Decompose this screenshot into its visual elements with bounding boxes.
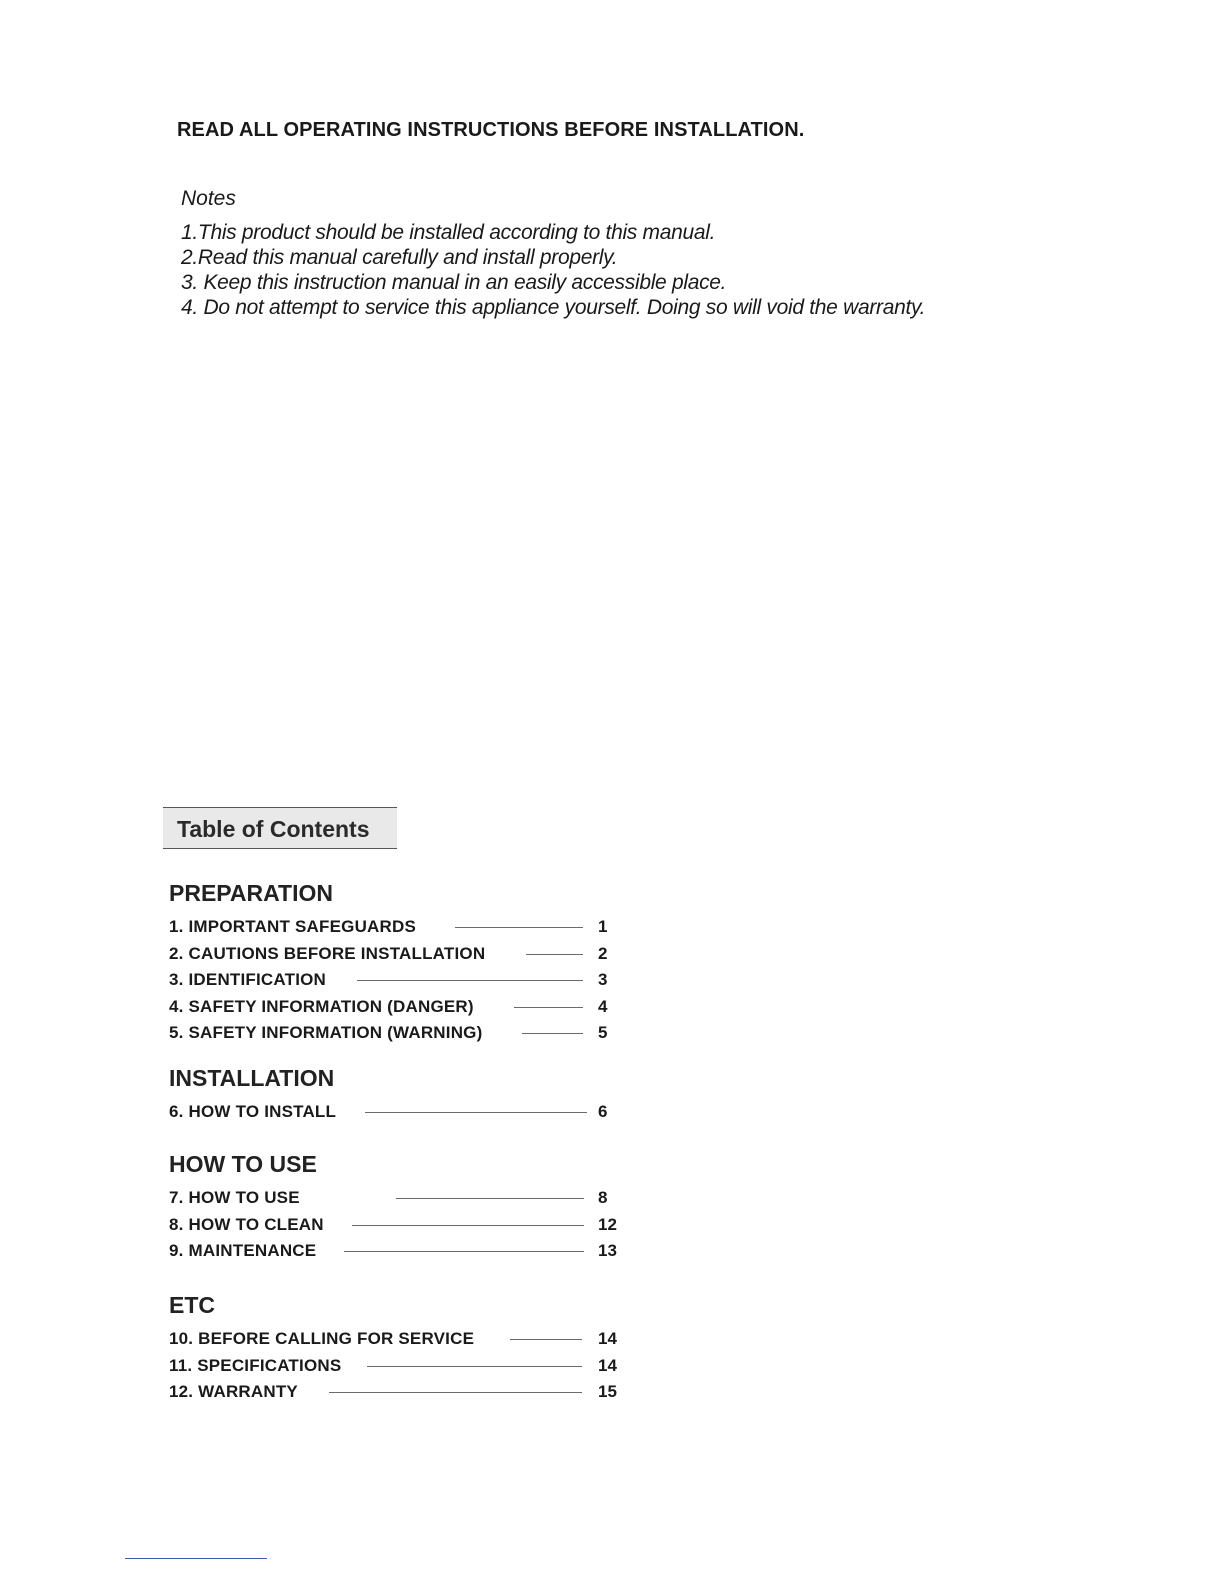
toc-entry-label: 12. WARRANTY [169, 1382, 298, 1402]
toc-entry[interactable] [169, 1099, 629, 1126]
toc-entry-label: 10. BEFORE CALLING FOR SERVICE [169, 1329, 475, 1349]
leader-line [514, 1007, 583, 1008]
toc-entry[interactable] [169, 1212, 629, 1239]
toc-entry[interactable] [169, 1379, 629, 1406]
leader-line [352, 1225, 584, 1226]
toc-entry-label: 11. SPECIFICATIONS [169, 1355, 342, 1375]
toc-entry-page: 3 [598, 970, 608, 990]
toc-entry[interactable] [169, 994, 629, 1021]
leader-line [455, 927, 583, 928]
toc-entry-page: 14 [598, 1329, 617, 1349]
toc-section-installation [169, 1063, 629, 1126]
toc-entry-label: 2. CAUTIONS BEFORE INSTALLATION [169, 943, 486, 963]
leader-line [526, 954, 583, 955]
toc-section-preparation [169, 878, 629, 1047]
leader-line [329, 1392, 582, 1393]
toc-title: Table of Contents [177, 816, 370, 842]
toc-entry-label: 3. IDENTIFICATION [169, 970, 327, 990]
footer-rule [125, 1558, 267, 1559]
note-item: 4. Do not attempt to service this appliance yourself. Doing so will void the warranty. [181, 296, 926, 319]
notes-title: Notes [181, 187, 236, 210]
note-item: 2.Read this manual carefully and install properly. [181, 246, 618, 269]
section-title: ETC [169, 1292, 215, 1318]
toc-entry[interactable] [169, 941, 629, 968]
toc-entry-page: 12 [598, 1214, 617, 1234]
toc-entry-page: 6 [598, 1102, 608, 1122]
toc-entry[interactable] [169, 967, 629, 994]
toc-entry-page: 13 [598, 1241, 617, 1261]
toc-entry[interactable] [169, 1185, 629, 1212]
note-item: 1.This product should be installed according to this manual. [181, 221, 716, 244]
toc-entry-page: 4 [598, 996, 608, 1016]
toc-entry-page: 15 [598, 1382, 617, 1402]
leader-line [357, 980, 583, 981]
leader-line [365, 1112, 587, 1113]
leader-line [396, 1198, 584, 1199]
toc-entry-page: 2 [598, 943, 608, 963]
leader-line [367, 1366, 582, 1367]
toc-entry-label: 9. MAINTENANCE [169, 1241, 317, 1261]
toc-section-etc [169, 1290, 629, 1406]
toc-entry-page: 14 [598, 1355, 617, 1375]
leader-line [344, 1251, 584, 1252]
toc-entry[interactable] [169, 914, 629, 941]
toc-entry-label: 5. SAFETY INFORMATION (WARNING) [169, 1023, 483, 1043]
toc-entry[interactable] [169, 1020, 629, 1047]
section-title: INSTALLATION [169, 1065, 335, 1091]
toc-entry-label: 8. HOW TO CLEAN [169, 1214, 324, 1234]
toc-entry-page: 8 [598, 1188, 608, 1208]
toc-entry[interactable] [169, 1326, 629, 1353]
toc-entry[interactable] [169, 1353, 629, 1380]
leader-line [510, 1339, 582, 1340]
toc-entry-page: 1 [598, 917, 608, 937]
section-title: HOW TO USE [169, 1151, 317, 1177]
toc-entry-label: 1. IMPORTANT SAFEGUARDS [169, 917, 417, 937]
toc-entry[interactable] [169, 1238, 629, 1265]
toc-title-box [163, 807, 397, 849]
notes-list [181, 220, 925, 320]
note-item: 3. Keep this instruction manual in an easily accessible place. [181, 271, 727, 294]
page-heading: READ ALL OPERATING INSTRUCTIONS BEFORE INSTALLATION. [177, 119, 805, 141]
toc-entry-label: 4. SAFETY INFORMATION (DANGER) [169, 996, 474, 1016]
toc-section-how-to-use [169, 1149, 629, 1265]
toc-entry-page: 5 [598, 1023, 608, 1043]
leader-line [522, 1033, 583, 1034]
toc-entry-label: 7. HOW TO USE [169, 1188, 300, 1208]
section-title: PREPARATION [169, 880, 333, 906]
toc-entry-label: 6. HOW TO INSTALL [169, 1102, 337, 1122]
